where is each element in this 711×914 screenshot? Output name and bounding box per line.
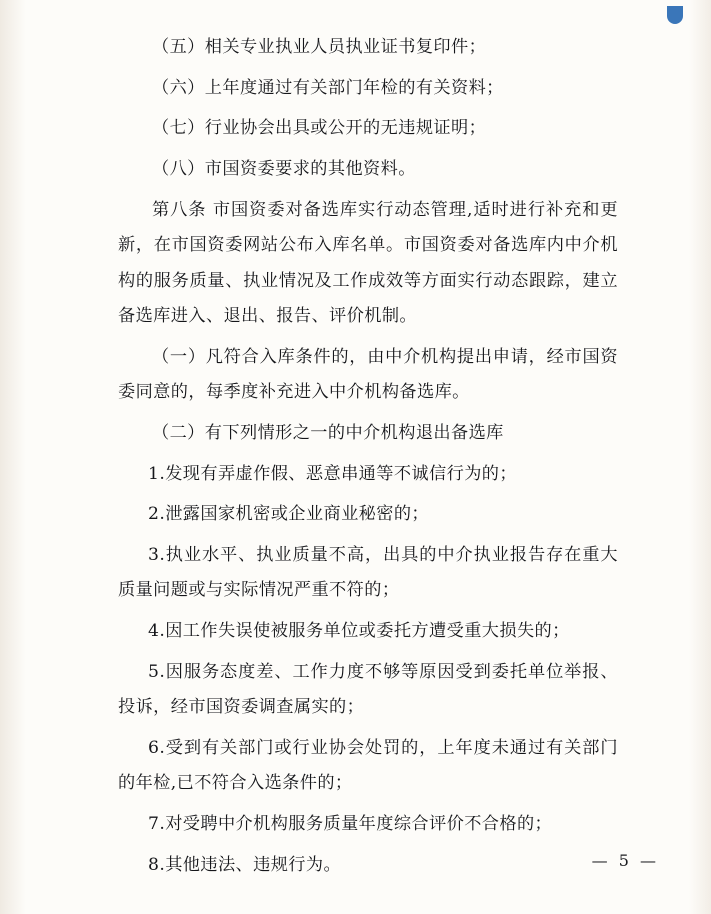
paragraph-sub-4: 4.因工作失误使被服务单位或委托方遭受重大损失的； [148, 621, 570, 642]
page-corner-mark-icon [667, 6, 683, 24]
page-number: — 5 — [591, 851, 659, 870]
paragraph-sub-6: 6.受到有关部门或行业协会处罚的，上年度未通过有关部门的年检,已不符合入选条件的； [118, 737, 618, 794]
paragraph-sub-1: 1.发现有弄虚作假、恶意串通等不诚信行为的； [148, 463, 517, 484]
paragraph-clause-1: （一）凡符合入库条件的，由中介机构提出申请，经市国资委同意的，每季度补充进入中介机构备选库。 [118, 346, 618, 403]
paragraph-sub-3: 3.执业水平、执业质量不高，出具的中介执业报告存在重大质量问题或与实际情况严重不符的； [118, 544, 618, 601]
paragraph-sub-8: 8.其他违法、违规行为。 [148, 854, 342, 875]
paragraph-item-8: （八）市国资委要求的其他资料。 [152, 158, 416, 179]
document-body [118, 30, 618, 888]
paragraph-article-8: 第八条 市国资委对备选库实行动态管理,适时进行补充和更新，在市国资委网站公布入库名单。市国资委对备选库内中介机构的服务质量、执业情况及工作成效等方面实行动态跟踪，建立备选库进入、退出、报告、评价机制。 [118, 199, 618, 327]
paragraph-item-5: （五）相关专业执业人员执业证书复印件； [152, 37, 487, 57]
paragraph-item-6: （六）上年度通过有关部门年检的有关资料； [152, 77, 504, 98]
paragraph-sub-2: 2.泄露国家机密或企业商业秘密的； [148, 504, 430, 525]
paragraph-clause-2: （二）有下列情形之一的中介机构退出备选库 [152, 422, 504, 443]
paragraph-sub-7: 7.对受聘中介机构服务质量年度综合评价不合格的； [148, 814, 553, 835]
paragraph-item-7: （七）行业协会出具或公开的无违规证明； [152, 118, 487, 139]
paragraph-sub-5: 5.因服务态度差、工作力度不够等原因受到委托单位举报、投诉，经市国资委调查属实的； [118, 661, 618, 718]
